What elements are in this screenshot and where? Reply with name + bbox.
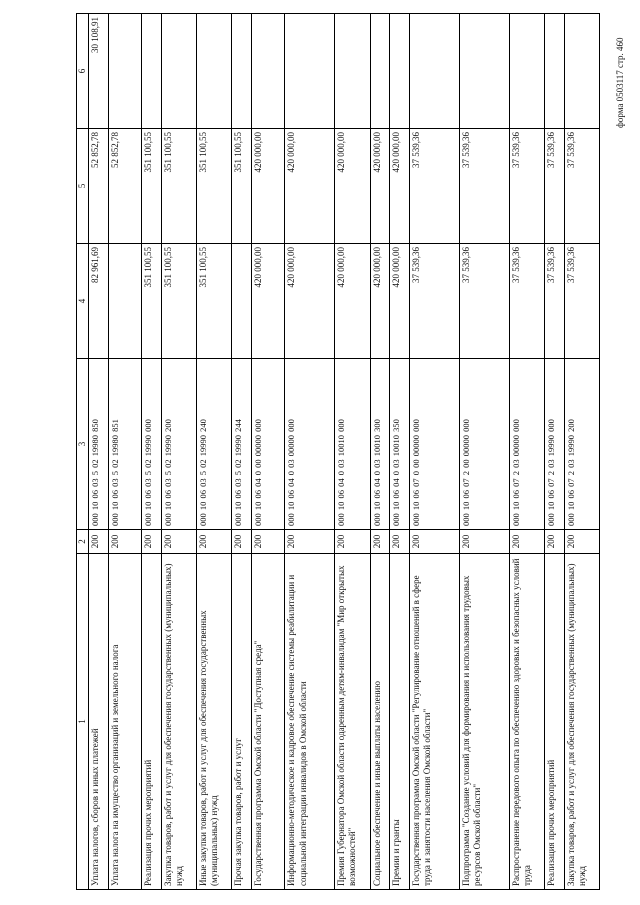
table-row [370,14,390,890]
column-header: 4 [77,244,89,359]
row-unexecuted-amount-cell [161,14,196,129]
row-approved-amount-cell: 37 539,36 [459,244,509,359]
table-row [89,14,109,890]
row-approved-amount-cell: 37 539,36 [409,244,459,359]
header-row [77,14,89,890]
row-executed-amount-cell: 37 539,36 [409,129,459,244]
row-executed-amount-cell: 351 100,55 [232,129,252,244]
row-budget-code-cell: 000 10 06 04 0 03 10010 350 [390,359,410,530]
row-budget-code-cell: 000 10 06 07 2 03 00000 000 [509,359,544,530]
row-approved-amount-cell: 420 000,00 [390,244,410,359]
row-unexecuted-amount-cell [564,14,599,129]
row-approved-amount-cell: 351 100,55 [161,244,196,359]
row-unexecuted-amount-cell [459,14,509,129]
rotated-table-container [76,14,600,890]
row-name-cell: Иные закупки товаров, работ и услуг для обеспечения государственных (муниципальных) нужд [197,554,232,890]
row-approved-amount-cell: 37 539,36 [544,244,564,359]
column-header: 2 [77,530,89,554]
column-header: 1 [77,554,89,890]
row-unexecuted-amount-cell [509,14,544,129]
row-budget-code-cell: 000 10 06 03 5 02 19990 000 [142,359,162,530]
expenditure-table [76,13,600,890]
row-name-cell: Государственная программа Омской области "Регулирование отношений в сфере труда и занятости населения Омской области" [409,554,459,890]
column-header: 6 [77,14,89,129]
table-row [252,14,285,890]
form-reference-text: форма 0503117 стр. 460 [615,37,625,128]
row-executed-amount-cell: 420 000,00 [390,129,410,244]
row-name-cell: Подпрограмма "Создание условий для формирования и использования трудовых ресурсов Омской области" [459,554,509,890]
row-name-cell: Уплата налогов, сборов и иных платежей [89,554,109,890]
table-row [390,14,410,890]
row-executed-amount-cell: 351 100,55 [197,129,232,244]
row-budget-code-cell: 000 10 06 07 2 00 00000 000 [459,359,509,530]
row-executed-amount-cell: 351 100,55 [142,129,162,244]
row-line-code-cell: 200 [161,530,196,554]
row-unexecuted-amount-cell [409,14,459,129]
row-name-cell: Прочая закупка товаров, работ и услуг [232,554,252,890]
row-approved-amount-cell: 420 000,00 [370,244,390,359]
row-name-cell: Распространение передового опыта по обеспечению здоровых и безопасных условий труда [509,554,544,890]
row-line-code-cell: 200 [197,530,232,554]
table-row [409,14,459,890]
row-name-cell: Закупка товаров, работ и услуг для обеспечения государственных (муниципальных) нужд [161,554,196,890]
row-line-code-cell: 200 [544,530,564,554]
row-executed-amount-cell: 420 000,00 [335,129,370,244]
row-name-cell: Информационно-методическое и кадровое обеспечение системы реабилитации и социальной интеграции инвалидов в Омской области [285,554,335,890]
row-name-cell: Реализация прочих мероприятий [142,554,162,890]
row-line-code-cell: 200 [564,530,599,554]
table-row [285,14,335,890]
row-budget-code-cell: 000 10 06 04 0 00 00000 000 [252,359,285,530]
row-line-code-cell: 200 [108,530,141,554]
row-approved-amount-cell: 37 539,36 [509,244,544,359]
table-row [564,14,599,890]
row-approved-amount-cell: 420 000,00 [335,244,370,359]
row-approved-amount-cell: 82 961,69 [89,244,109,359]
row-executed-amount-cell: 37 539,36 [459,129,509,244]
row-line-code-cell: 200 [459,530,509,554]
row-approved-amount-cell: 351 100,55 [197,244,232,359]
row-name-cell: Государственная программа Омской области "Доступная среда" [252,554,285,890]
row-unexecuted-amount-cell [108,14,141,129]
row-executed-amount-cell: 420 000,00 [285,129,335,244]
column-header: 3 [77,359,89,530]
table-row [335,14,370,890]
row-name-cell: Социальное обеспечение и иные выплаты населению [370,554,390,890]
row-line-code-cell: 200 [89,530,109,554]
row-line-code-cell: 200 [509,530,544,554]
table-row [509,14,544,890]
row-approved-amount-cell: 37 539,36 [564,244,599,359]
row-unexecuted-amount-cell [390,14,410,129]
row-line-code-cell: 200 [335,530,370,554]
row-executed-amount-cell: 351 100,55 [161,129,196,244]
table-row [142,14,162,890]
row-approved-amount-cell: 420 000,00 [252,244,285,359]
row-approved-amount-cell [232,244,252,359]
row-unexecuted-amount-cell [370,14,390,129]
row-executed-amount-cell: 52 852,78 [89,129,109,244]
row-unexecuted-amount-cell [335,14,370,129]
table-row [459,14,509,890]
row-unexecuted-amount-cell [142,14,162,129]
row-executed-amount-cell: 52 852,78 [108,129,141,244]
row-unexecuted-amount-cell [252,14,285,129]
row-line-code-cell: 200 [232,530,252,554]
row-executed-amount-cell: 420 000,00 [370,129,390,244]
row-approved-amount-cell: 351 100,55 [142,244,162,359]
row-budget-code-cell: 000 10 06 07 0 00 00000 000 [409,359,459,530]
row-budget-code-cell: 000 10 06 03 5 02 19980 851 [108,359,141,530]
row-budget-code-cell: 000 10 06 03 5 02 19990 200 [161,359,196,530]
row-budget-code-cell: 000 10 06 07 2 03 19990 000 [544,359,564,530]
report-page [76,14,600,890]
row-approved-amount-cell: 420 000,00 [285,244,335,359]
row-unexecuted-amount-cell [232,14,252,129]
row-budget-code-cell: 000 10 06 04 0 03 00000 000 [285,359,335,530]
row-line-code-cell: 200 [409,530,459,554]
row-budget-code-cell: 000 10 06 04 0 03 10010 300 [370,359,390,530]
row-approved-amount-cell [108,244,141,359]
row-executed-amount-cell: 37 539,36 [509,129,544,244]
row-line-code-cell: 200 [142,530,162,554]
row-unexecuted-amount-cell [197,14,232,129]
row-name-cell: Премия Губернатора Омской области одаренным детям-инвалидам "Мир открытых возможностей" [335,554,370,890]
row-name-cell: Уплата налога на имущество организаций и земельного налога [108,554,141,890]
row-budget-code-cell: 000 10 06 07 2 03 19990 200 [564,359,599,530]
table-row [232,14,252,890]
row-budget-code-cell: 000 10 06 04 0 03 10010 000 [335,359,370,530]
row-line-code-cell: 200 [252,530,285,554]
row-unexecuted-amount-cell [285,14,335,129]
row-line-code-cell: 200 [390,530,410,554]
column-header: 5 [77,129,89,244]
row-name-cell: Премии и гранты [390,554,410,890]
row-executed-amount-cell: 37 539,36 [544,129,564,244]
row-name-cell: Реализация прочих мероприятий [544,554,564,890]
table-row [108,14,141,890]
row-unexecuted-amount-cell [544,14,564,129]
row-unexecuted-amount-cell: 30 108,91 [89,14,109,129]
row-budget-code-cell: 000 10 06 03 5 02 19980 850 [89,359,109,530]
row-executed-amount-cell: 420 000,00 [252,129,285,244]
table-row [544,14,564,890]
row-executed-amount-cell: 37 539,36 [564,129,599,244]
row-line-code-cell: 200 [285,530,335,554]
row-line-code-cell: 200 [370,530,390,554]
table-row [197,14,232,890]
row-budget-code-cell: 000 10 06 03 5 02 19990 244 [232,359,252,530]
row-name-cell: Закупка товаров, работ и услуг для обеспечения государственных (муниципальных) нужд [564,554,599,890]
row-budget-code-cell: 000 10 06 03 5 02 19990 240 [197,359,232,530]
table-row [161,14,196,890]
